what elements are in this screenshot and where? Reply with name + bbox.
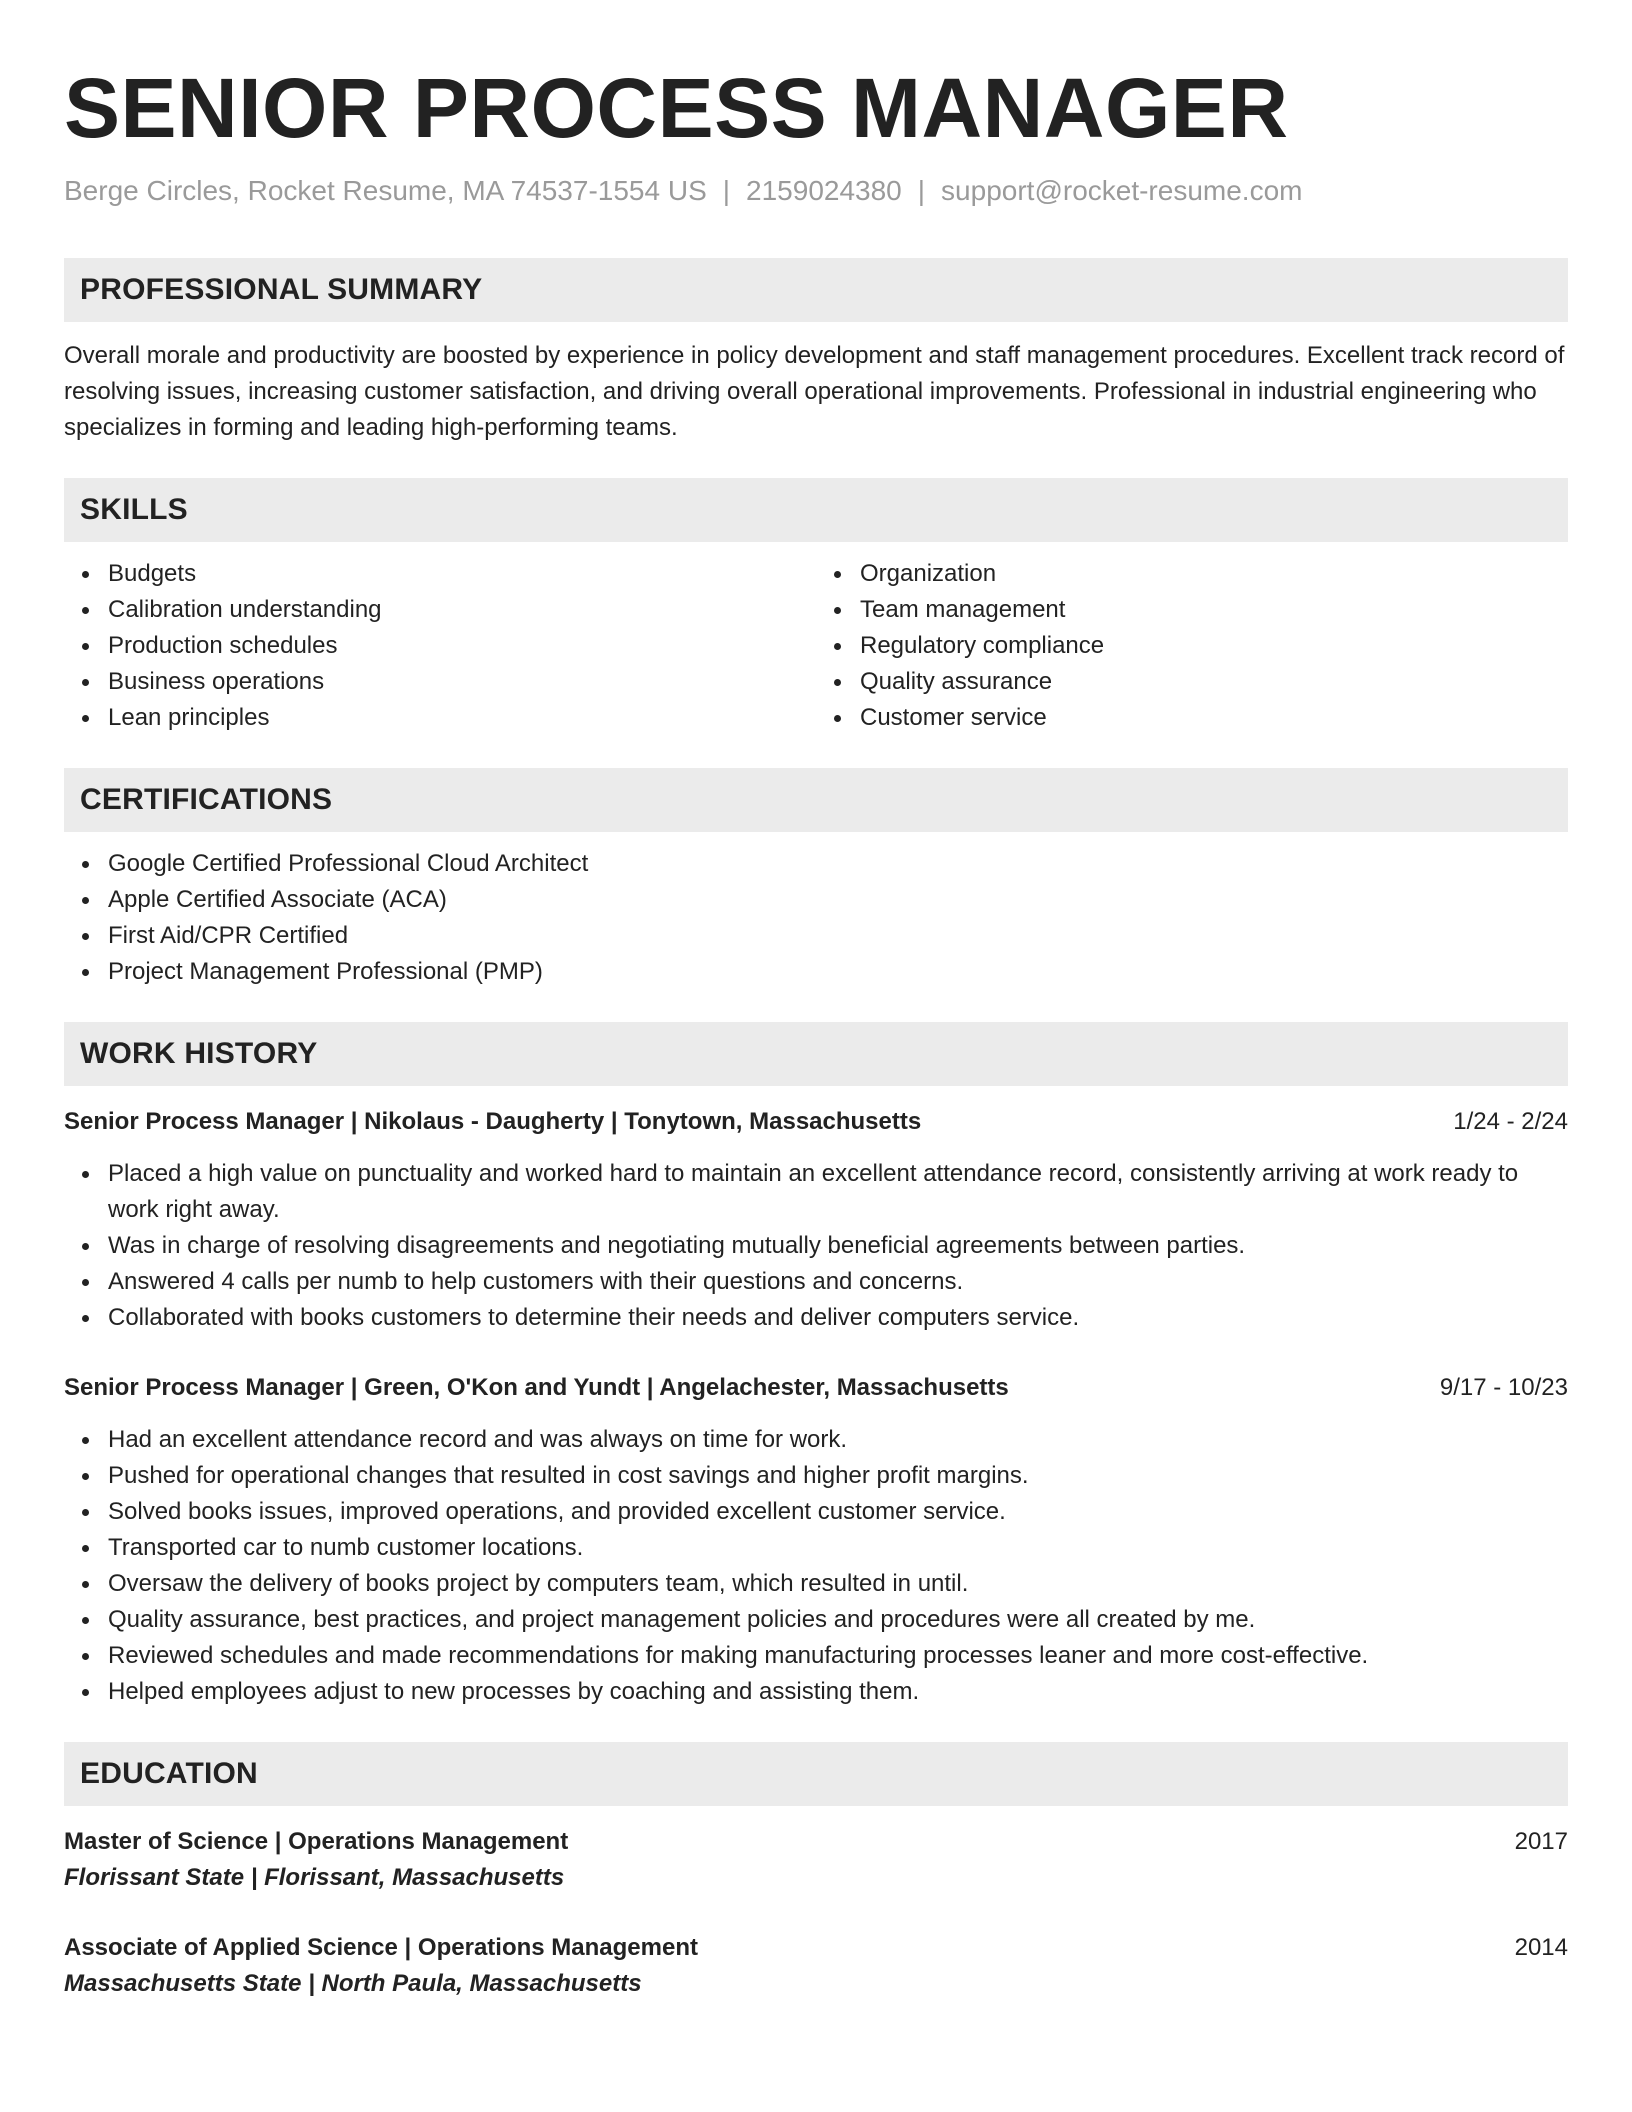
skill-item: Business operations	[108, 664, 816, 700]
section-heading-summary: PROFESSIONAL SUMMARY	[64, 258, 1568, 322]
job-title: Senior Process Manager | Nikolaus - Daugherty | Tonytown, Massachusetts	[64, 1108, 922, 1135]
job-bullet: Answered 4 calls per numb to help customers with their questions and concerns.	[108, 1264, 1568, 1300]
skills-list-left	[64, 556, 816, 736]
section-heading-skills: SKILLS	[64, 478, 1568, 542]
job-title: Senior Process Manager | Green, O'Kon and Yundt | Angelachester, Massachusetts	[64, 1374, 1009, 1401]
certifications-list	[64, 846, 1568, 990]
job-bullet: Transported car to numb customer locations.	[108, 1530, 1568, 1566]
education-school: Florissant State | Florissant, Massachusetts	[64, 1864, 565, 1891]
education-year: 2017	[1514, 1828, 1568, 1855]
section-heading-certifications: CERTIFICATIONS	[64, 768, 1568, 832]
contact-address: Berge Circles, Rocket Resume, MA 74537-1554 US	[64, 175, 707, 206]
certification-item: Project Management Professional (PMP)	[108, 954, 1568, 990]
job-bullet: Oversaw the delivery of books project by computers team, which resulted in until.	[108, 1566, 1568, 1602]
skill-item: Quality assurance	[860, 664, 1568, 700]
job-dates: 9/17 - 10/23	[1439, 1374, 1568, 1401]
section-heading-work-history: WORK HISTORY	[64, 1022, 1568, 1086]
job-header	[64, 1104, 1568, 1140]
contact-phone: 2159024380	[746, 175, 902, 206]
contact-separator: |	[917, 175, 926, 206]
contact-separator: |	[722, 175, 731, 206]
education-school: Massachusetts State | North Paula, Massachusetts	[64, 1970, 642, 1997]
job-bullet: Placed a high value on punctuality and worked hard to maintain an excellent attendance record, consistently arriving at work ready to work right away.	[108, 1156, 1568, 1228]
skills-list-right	[816, 556, 1568, 736]
job-bullets	[64, 1422, 1568, 1710]
job-entry	[64, 1370, 1568, 1710]
certification-item: Google Certified Professional Cloud Architect	[108, 846, 1568, 882]
education-degree: Associate of Applied Science | Operations Management	[64, 1934, 698, 1961]
education-year: 2014	[1514, 1934, 1568, 1961]
education-degree: Master of Science | Operations Management	[64, 1828, 569, 1855]
education-entry	[64, 1930, 1568, 2002]
certification-item: Apple Certified Associate (ACA)	[108, 882, 1568, 918]
job-entry	[64, 1104, 1568, 1336]
job-dates: 1/24 - 2/24	[1453, 1108, 1568, 1135]
job-bullet: Helped employees adjust to new processes by coaching and assisting them.	[108, 1674, 1568, 1710]
contact-email: support@rocket-resume.com	[941, 175, 1303, 206]
job-bullet: Quality assurance, best practices, and project management policies and procedures were all created by me.	[108, 1602, 1568, 1638]
skills-grid	[64, 556, 1568, 736]
education-header	[64, 1824, 1568, 1860]
job-bullet: Had an excellent attendance record and was always on time for work.	[108, 1422, 1568, 1458]
job-header	[64, 1370, 1568, 1406]
summary-text: Overall morale and productivity are boosted by experience in policy development and staff management procedures. Excellent track record of resolving issues, increasing customer satisfaction, and driving overall operational improvements. Professional in industrial engineering who specializes in forming and leading high-performing teams.	[64, 342, 1565, 441]
job-bullet: Was in charge of resolving disagreements and negotiating mutually beneficial agreements between parties.	[108, 1228, 1568, 1264]
skill-item: Regulatory compliance	[860, 628, 1568, 664]
skill-item: Team management	[860, 592, 1568, 628]
skill-item: Budgets	[108, 556, 816, 592]
skill-item: Production schedules	[108, 628, 816, 664]
job-bullet: Collaborated with books customers to determine their needs and deliver computers service.	[108, 1300, 1568, 1336]
skill-item: Organization	[860, 556, 1568, 592]
education-entry	[64, 1824, 1568, 1896]
job-bullet: Pushed for operational changes that resulted in cost savings and higher profit margins.	[108, 1458, 1568, 1494]
job-bullet: Solved books issues, improved operations, and provided excellent customer service.	[108, 1494, 1568, 1530]
candidate-name: SENIOR PROCESS MANAGER	[64, 61, 1289, 155]
job-bullets	[64, 1156, 1568, 1336]
job-bullet: Reviewed schedules and made recommendations for making manufacturing processes leaner and more cost-effective.	[108, 1638, 1568, 1674]
section-heading-education: EDUCATION	[64, 1742, 1568, 1806]
contact-line	[64, 174, 1568, 208]
skill-item: Customer service	[860, 700, 1568, 736]
certification-item: First Aid/CPR Certified	[108, 918, 1568, 954]
skill-item: Calibration understanding	[108, 592, 816, 628]
skill-item: Lean principles	[108, 700, 816, 736]
education-header	[64, 1930, 1568, 1966]
